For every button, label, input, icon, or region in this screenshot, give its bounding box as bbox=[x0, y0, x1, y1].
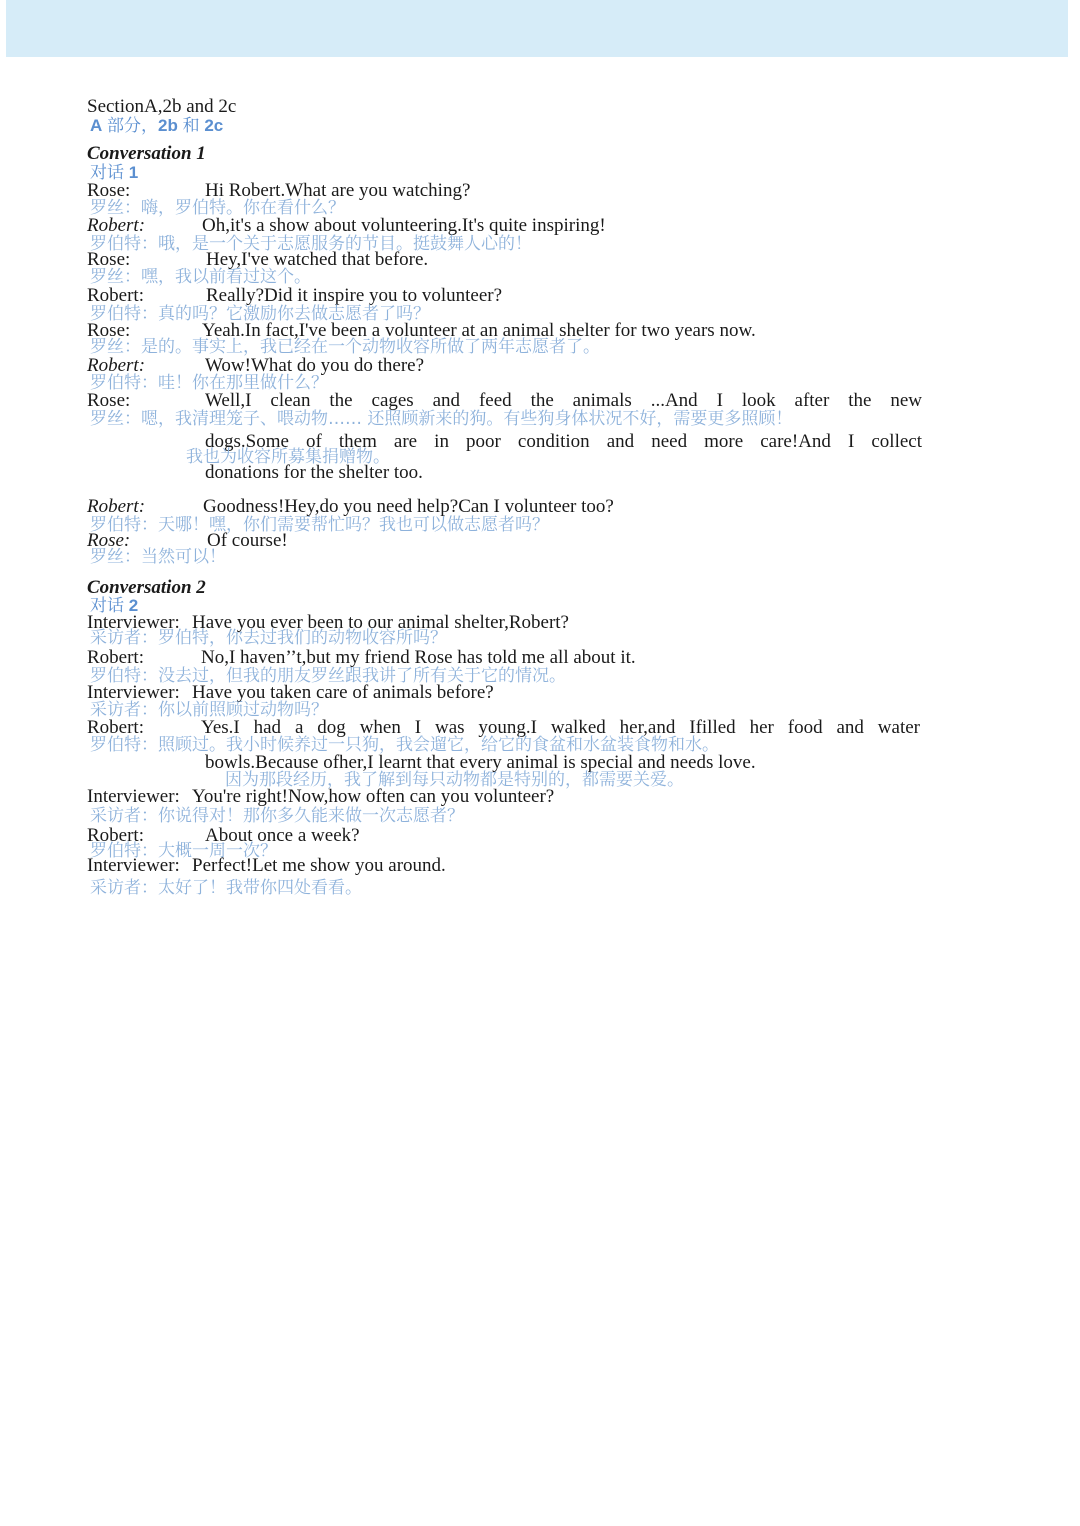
translation-line: 罗伯特：没去过，但我的朋友罗丝跟我讲了所有关于它的情况。 bbox=[90, 666, 566, 686]
speaker-label: Robert: bbox=[87, 496, 146, 517]
conversation-1-title-zh: 对话 1 bbox=[90, 163, 139, 182]
speaker-label: Interviewer: bbox=[87, 682, 180, 703]
speaker-label: Robert: bbox=[87, 355, 146, 376]
dialogue-line: Really?Did it inspire you to volunteer? bbox=[206, 285, 503, 306]
translation-line: 罗伯特：哇！你在那里做什么？ bbox=[90, 373, 328, 393]
dialogue-line: Have you taken care of animals before? bbox=[192, 682, 494, 703]
speaker-label: Robert: bbox=[87, 825, 144, 846]
speaker-label: Robert: bbox=[87, 285, 144, 306]
dialogue-line: Wow!What do you do there? bbox=[205, 355, 425, 376]
speaker-label: Interviewer: bbox=[87, 855, 180, 876]
section-title: SectionA,2b and 2c bbox=[87, 96, 237, 117]
conversation-2-title: Conversation 2 bbox=[87, 577, 206, 598]
translation-line: 罗伯特：大概一周一次？ bbox=[90, 841, 277, 861]
dialogue-line: Oh,it's a show about volunteering.It's quite inspiring! bbox=[202, 215, 606, 236]
dialogue-continuation: dogs.Some of them are in poor condition and need more care!And I collect bbox=[205, 432, 922, 452]
translation-line: 采访者：罗伯特，你去过我们的动物收容所吗？ bbox=[90, 628, 447, 648]
dialogue-continuation: bowls.Because ofher,I learnt that every animal is special and needs love. bbox=[205, 752, 756, 773]
dialogue-line: Hey,I've watched that before. bbox=[206, 249, 429, 270]
top-banner bbox=[6, 0, 1068, 57]
speaker-label: Rose: bbox=[87, 180, 131, 201]
translation-line: 采访者：你说得对！那你多久能来做一次志愿者？ bbox=[90, 806, 464, 826]
speaker-label: Rose: bbox=[87, 249, 131, 270]
dialogue-line: Of course! bbox=[207, 530, 288, 551]
dialogue-line: Have you ever been to our animal shelter,Robert? bbox=[192, 612, 569, 633]
dialogue-line: About once a week? bbox=[205, 825, 360, 846]
speaker-label: Robert: bbox=[87, 215, 146, 236]
dialogue-line: Yeah.In fact,I've been a volunteer at an animal shelter for two years now. bbox=[202, 320, 756, 341]
translation-line: 罗丝：嘿，我以前看过这个。 bbox=[90, 267, 311, 287]
dialogue-line: Yes.I had a dog when I was young.I walked her,and Ifilled her food and water bbox=[201, 718, 920, 738]
dialogue-line: You're right!Now,how often can you volunteer? bbox=[192, 786, 555, 807]
translation-line: 罗丝：当然可以！ bbox=[90, 547, 226, 567]
translation-continuation: 因为那段经历，我了解到每只动物都是特别的，都需要关爱。 bbox=[225, 770, 684, 790]
speaker-label: Rose: bbox=[87, 390, 131, 411]
translation-continuation: 我也为收容所募集捐赠物。 bbox=[186, 447, 390, 467]
speaker-label: Robert: bbox=[87, 717, 144, 738]
dialogue-line: Hi Robert.What are you watching? bbox=[205, 180, 471, 201]
speaker-label: Robert: bbox=[87, 647, 144, 668]
translation-line: 采访者：你以前照顾过动物吗？ bbox=[90, 700, 328, 720]
translation-line: 采访者：太好了！我带你四处看看。 bbox=[90, 878, 362, 898]
section-title-zh: A 部分，2b 和 2c bbox=[90, 116, 224, 135]
conversation-1-title: Conversation 1 bbox=[87, 143, 206, 164]
conversation-2-title-zh: 对话 2 bbox=[90, 596, 139, 615]
dialogue-line: Goodness!Hey,do you need help?Can I volunteer too? bbox=[203, 496, 614, 517]
translation-line: 罗丝：嗨，罗伯特。你在看什么？ bbox=[90, 198, 345, 218]
dialogue-line: No,I haven’’t,but my friend Rose has told me all about it. bbox=[201, 647, 636, 668]
translation-line: 罗伯特：哦，是一个关于志愿服务的节目。挺鼓舞人心的！ bbox=[90, 234, 532, 254]
translation-line: 罗伯特：真的吗？它激励你去做志愿者了吗？ bbox=[90, 304, 430, 324]
translation-line: 罗伯特：天哪！嘿，你们需要帮忙吗？我也可以做志愿者吗？ bbox=[90, 515, 549, 535]
dialogue-continuation: donations for the shelter too. bbox=[205, 462, 423, 483]
speaker-label: Interviewer: bbox=[87, 786, 180, 807]
translation-line: 罗伯特：照顾过。我小时候养过一只狗，我会遛它，给它的食盆和水盆装食物和水。 bbox=[90, 735, 719, 755]
translation-line: 罗丝：是的。事实上，我已经在一个动物收容所做了两年志愿者了。 bbox=[90, 337, 600, 357]
dialogue-line: Perfect!Let me show you around. bbox=[192, 855, 446, 876]
translation-line: 罗丝：嗯，我清理笼子、喂动物…… 还照顾新来的狗。有些狗身体状况不好，需要更多照顾！ bbox=[90, 409, 793, 429]
speaker-label: Rose: bbox=[87, 320, 131, 341]
dialogue-line: Well,I clean the cages and feed the animals ...And I look after the new bbox=[205, 391, 922, 411]
speaker-label: Interviewer: bbox=[87, 612, 180, 633]
speaker-label: Rose: bbox=[87, 530, 131, 551]
